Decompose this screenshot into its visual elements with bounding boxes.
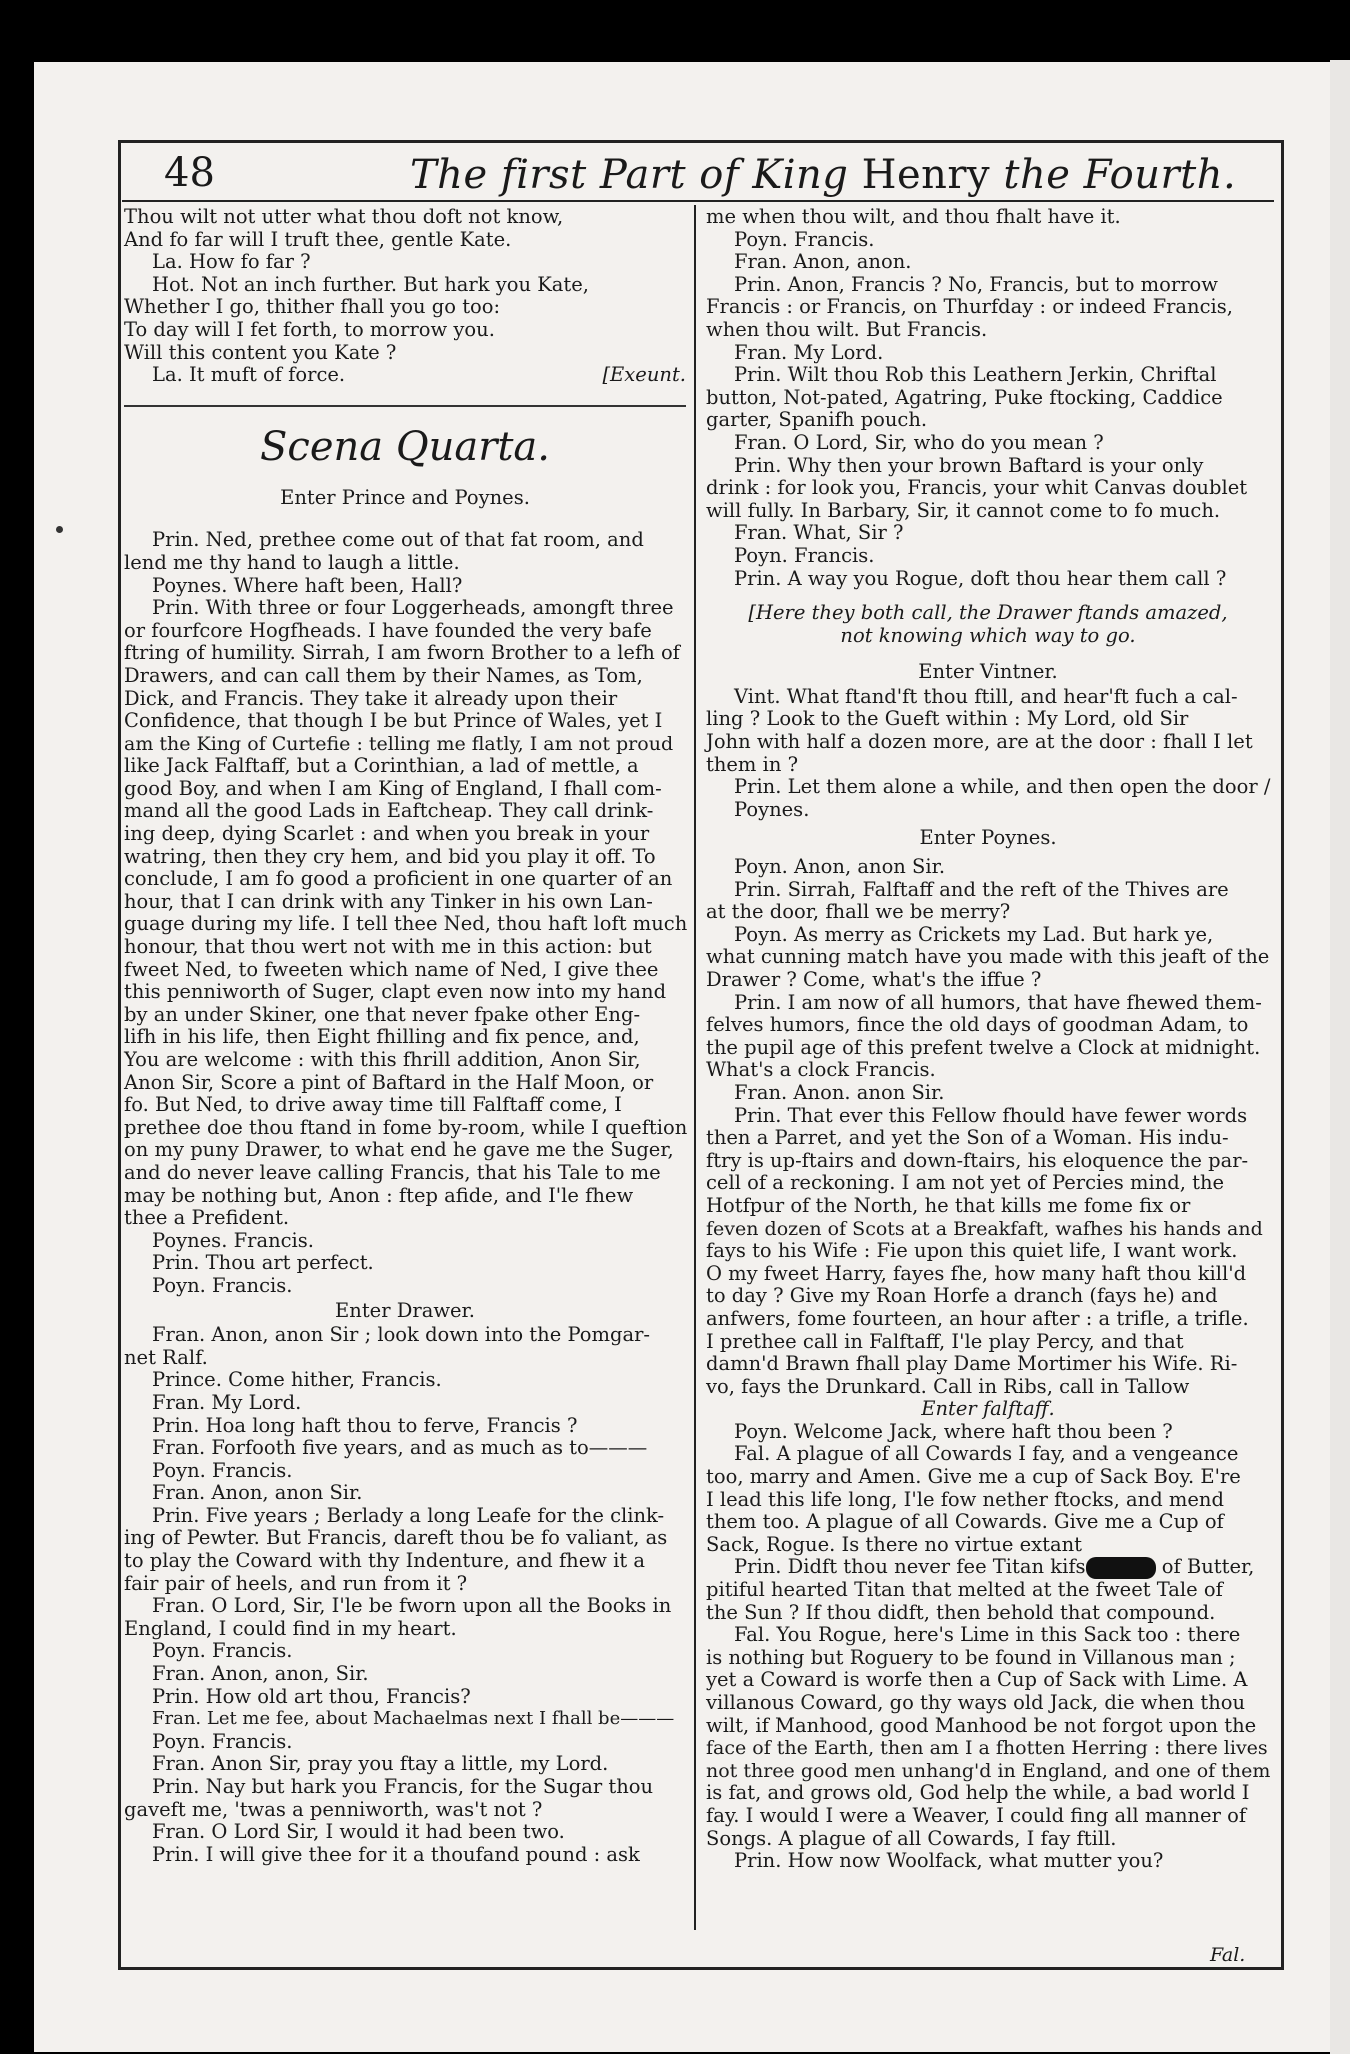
text-line: to play the Coward with thy Indenture, and fhew it a	[124, 1549, 646, 1573]
text-line: net Ralf.	[124, 1345, 208, 1369]
right-lines-b	[706, 686, 1270, 822]
text-line: fo. But Ned, to drive away time till Falftaff come, I	[124, 1093, 622, 1117]
text-line: Prin. Sirrah, Falftaff and the reft of the Thives are	[734, 877, 1229, 901]
text-line: too, marry and Amen. Give me a cup of Sack Boy. E're	[706, 1465, 1241, 1489]
text-line: Prin. Thou art perfect.	[152, 1251, 374, 1275]
text-line: Poyn. As merry as Crickets my Lad. But hark ye,	[734, 922, 1214, 946]
text-line: and do never leave calling Francis, that his Tale to me	[124, 1160, 661, 1184]
margin-mark	[56, 526, 63, 533]
text-line: Prin. How now Woolfack, what mutter you?	[734, 1849, 1164, 1873]
stage-direction-enter-poynes: Enter Poynes.	[919, 826, 1057, 850]
text-line: Fran. Anon Sir, pray you ftay a little, my Lord.	[152, 1752, 609, 1776]
text-line: Vint. What ftand'ft thou ftill, and hear'ft fuch a cal-	[734, 684, 1238, 708]
text-line: Whether I go, thither fhall you go too:	[124, 295, 501, 319]
text-line: fays to his Wife : Fie upon this quiet life, I want work.	[706, 1239, 1238, 1263]
text-line: then a Parret, and yet the Son of a Woman. His indu-	[706, 1126, 1229, 1150]
text-line: not three good men unhang'd in England, and one of them	[706, 1759, 1271, 1782]
text-line: Fran. O Lord, Sir, who do you mean ?	[734, 430, 1104, 454]
text-line: Drawers, and can call them by their Names, as Tom,	[124, 663, 643, 687]
text-line: Hot. Not an inch further. But hark you Kate,	[152, 272, 590, 296]
text-line: villanous Coward, go thy ways old Jack, die when thou	[706, 1691, 1246, 1714]
text-line: Dick, and Francis. They take it already upon their	[124, 686, 618, 710]
text-line: by an under Skiner, one that never fpake other Eng-	[124, 1002, 641, 1026]
text-line: Fal. You Rogue, here's Lime in this Sack too : there	[734, 1623, 1241, 1647]
ink-blot	[1086, 1557, 1156, 1579]
text-line: Poyn. Anon, anon Sir.	[734, 855, 946, 879]
text-line: Poyn. Francis.	[152, 1639, 293, 1663]
running-title-part: the Fourth.	[990, 152, 1237, 198]
text-line: Poynes.	[734, 797, 810, 821]
text-line: is fat, and grows old, God help the while, a bad world I	[706, 1781, 1250, 1805]
text-line: feven dozen of Scots at a Breakfaft, wafhes his hands and	[706, 1217, 1263, 1240]
text-line: Prin. Hoa long haft thou to ferve, Francis ?	[152, 1413, 578, 1437]
column-rule	[694, 205, 696, 1930]
running-title-part: The first Part of King	[410, 152, 862, 198]
text-line: Fran. What, Sir ?	[734, 521, 904, 545]
header-rule	[122, 200, 1274, 202]
text-line: damn'd Brawn fhall play Dame Mortimer his Wife. Ri-	[706, 1352, 1238, 1376]
text-line: Anon Sir, Score a pint of Baftard in the Half Moon, or	[124, 1070, 654, 1094]
text-line: them too. A plague of all Cowards. Give me a Cup of	[706, 1510, 1224, 1534]
text-line: the Sun ? If thou didft, then behold that compound.	[706, 1600, 1216, 1624]
text-line: Prince. Come hither, Francis.	[152, 1368, 442, 1392]
text-line: Confidence, that though I be but Prince of Wales, yet I	[124, 709, 663, 733]
text-line: me when thou wilt, and thou fhalt have it.	[706, 205, 1121, 228]
text-fragment: Prin. Didft thou never fee Titan kifs	[734, 1555, 1086, 1579]
text-line: John with half a dozen more, are at the door : fhall I let	[706, 730, 1253, 754]
text-line: drink : for look you, Francis, your whit Canvas doublet	[706, 476, 1248, 500]
text-line: Fran. O Lord Sir, I would it had been two.	[152, 1820, 565, 1844]
text-line: O my fweet Harry, fayes fhe, how many haft thou kill'd	[706, 1261, 1247, 1285]
text-line: Fran. Forfooth five years, and as much as to———	[152, 1436, 648, 1460]
right-lines-e	[706, 1579, 1270, 1873]
text-line: Poyn. Francis.	[734, 227, 875, 251]
spacer	[706, 647, 1270, 659]
text-line: lifh in his life, then Eight fhilling and fix pence, and,	[124, 1025, 640, 1049]
text-line: Poyn. Francis.	[152, 1729, 293, 1753]
text-line: garter, Spanifh pouch.	[706, 408, 928, 432]
text-line: ftry is up-ftairs and down-ftairs, his eloquence the par-	[706, 1148, 1249, 1172]
text-line: fay. I would I were a Weaver, I could fing all manner of	[706, 1803, 1247, 1827]
text-line: button, Not-pated, Agatring, Puke ftocking, Caddice	[706, 385, 1223, 409]
text-line: pitiful hearted Titan that melted at the fweet Tale of	[706, 1578, 1223, 1602]
page-number: 48	[164, 150, 215, 196]
text-line: Prin. Let them alone a while, and then open the door /	[734, 775, 1271, 799]
text-line: will fully. In Barbary, Sir, it cannot come to fo much.	[706, 498, 1221, 522]
running-title	[410, 152, 1236, 198]
text-line: vo, fays the Drunkard. Call in Ribs, call in Tallow	[706, 1374, 1190, 1398]
text-line: Poyn. Francis.	[152, 1273, 293, 1297]
text-line: Prin. Why then your brown Baftard is your only	[734, 453, 1204, 477]
text-line: Poyn. Welcome Jack, where haft thou been ?	[734, 1419, 1173, 1443]
text-line: them in ?	[706, 752, 799, 776]
text-line: Prin. A way you Rogue, doft thou hear them call ?	[734, 566, 1227, 590]
text-line: when thou wilt. But Francis.	[706, 317, 988, 341]
text-line: guage during my life. I tell thee Ned, thou haft loft much	[124, 912, 688, 936]
text-line: Prin. Five years ; Berlady a long Leafe for the clink-	[152, 1503, 665, 1527]
right-lines-c	[706, 856, 1270, 1398]
text-line: to day ? Give my Roan Horfe a dranch (fays he) and	[706, 1284, 1218, 1308]
text-line: may be nothing but, Anon : ftep afide, and I'le fhew	[124, 1183, 634, 1207]
text-line: Prin. That ever this Fellow fhould have fewer words	[734, 1103, 1248, 1127]
text-line: anfwers, fome fourteen, an hour after : a trifle, a trifle.	[706, 1306, 1249, 1330]
scene-title: Scena Quarta.	[260, 423, 550, 470]
text-line: Fran. O Lord, Sir, I'le be fworn upon all the Books in	[152, 1594, 672, 1618]
text-line: ing deep, dying Scarlet : and when you break in your	[124, 822, 650, 846]
text-fragment: of Butter,	[1155, 1555, 1255, 1579]
text-line: I lead this life long, I'le fow nether ftocks, and mend	[706, 1487, 1224, 1511]
running-header	[140, 150, 1260, 202]
text-line: conclude, I am fo good a proficient in one quarter of an	[124, 867, 673, 891]
right-column	[706, 206, 1270, 1873]
text-line: gaveft me, 'twas a penniworth, was't not ?	[124, 1797, 543, 1821]
text-line: Fal. A plague of all Cowards I fay, and a vengeance	[734, 1442, 1239, 1466]
text-line: To day will I fet forth, to morrow you.	[124, 317, 495, 341]
text-line: Prin. How old art thou, Francis?	[152, 1684, 471, 1708]
text-line: Sack, Rogue. Is there no virtue extant	[706, 1532, 1083, 1556]
text-line: Fran. Anon, anon.	[734, 250, 912, 274]
text-line: face of the Earth, then am I a fhotten Herring : there lives	[706, 1737, 1268, 1760]
text-line: Fran. Anon. anon Sir.	[734, 1080, 945, 1104]
text-line: thee a Prefident.	[124, 1206, 290, 1230]
left-drawer-scene	[124, 1324, 686, 1866]
text-line	[706, 1556, 1270, 1579]
text-line: Prin. Nay but hark you Francis, for the Sugar thou	[152, 1775, 654, 1798]
text-line: Poyn. Francis.	[152, 1458, 293, 1482]
stage-direction-enter-falstaff: Enter falftaff.	[921, 1397, 1055, 1421]
text-line: Prin. Ned, prethee come out of that fat room, and	[152, 528, 644, 552]
scene-separator	[124, 405, 686, 407]
text-line: Prin. I am now of all humors, that have fhewed them-	[734, 990, 1262, 1014]
text-line: Poynes. Where haft been, Hall?	[152, 573, 463, 597]
text-line: England, I could find in my heart.	[124, 1616, 457, 1640]
text-line: Fran. Anon, anon Sir ; look down into the Pomgar-	[152, 1323, 651, 1347]
text-line: La. It muft of force.	[152, 363, 346, 387]
text-line: Fran. My Lord.	[734, 340, 884, 364]
text-line: ling ? Look to the Gueft within : My Lord, old Sir	[706, 707, 1189, 731]
text-line: ftring of humility. Sirrah, I am fworn Brother to a lefh of	[124, 641, 680, 665]
text-line: prethee doe thou ftand in fome by-room, while I queftion	[124, 1115, 688, 1139]
text-line: am the King of Curtefie : telling me flatly, I am not proud	[124, 732, 674, 755]
text-line: Poyn. Francis.	[734, 543, 875, 567]
text-line: And fo far will I truft thee, gentle Kate.	[124, 227, 512, 251]
stage-direction-enter-drawer: Enter Drawer.	[335, 1298, 475, 1322]
text-line: Prin. Wilt thou Rob this Leathern Jerkin, Chriftal	[734, 363, 1217, 387]
exeunt: [Exeunt.	[602, 363, 686, 387]
text-line: lend me thy hand to laugh a little.	[124, 550, 460, 574]
text-line: wilt, if Manhood, good Manhood be not forgot upon the	[706, 1713, 1257, 1737]
text-line: Prin. Anon, Francis ? No, Francis, but to morrow	[734, 272, 1218, 296]
right-lines-d	[706, 1421, 1270, 1557]
text-line: I prethee call in Falftaff, I'le play Percy, and that	[706, 1329, 1184, 1353]
text-line: at the door, fhall we be merry?	[706, 900, 1011, 924]
text-line: Drawer ? Come, what's the iffue ?	[706, 968, 1042, 991]
right-lines-a	[706, 206, 1270, 590]
text-line: Fran. Anon, anon, Sir.	[152, 1662, 369, 1686]
next-page-edge	[1330, 60, 1350, 2054]
text-line: Francis : or Francis, on Thurfday : or indeed Francis,	[706, 295, 1233, 319]
text-line: hour, that I can drink with any Tinker in his own Lan-	[124, 889, 653, 913]
text-line: mand all the good Lads in Eaftcheap. They call drink-	[124, 799, 654, 823]
left-after	[124, 1230, 686, 1298]
text-line: Fran. My Lord.	[152, 1390, 302, 1414]
text-line: Will this content you Kate ?	[124, 340, 397, 364]
text-line: Hotfpur of the North, he that kills me fome fix or	[706, 1193, 1191, 1217]
text-line: the pupil age of this prefent twelve a Clock at midnight.	[706, 1035, 1261, 1059]
text-line: Songs. A plague of all Cowards, I fay ftill.	[706, 1826, 1117, 1850]
text-line: good Boy, and when I am King of England, I fhall com-	[124, 776, 662, 800]
text-line: Prin. I will give thee for it a thoufand pound : ask	[152, 1842, 640, 1866]
text-line: this penniworth of Suger, clapt even now into my hand	[124, 980, 667, 1004]
text-line: You are welcome : with this fhrill addition, Anon Sir,	[124, 1048, 641, 1071]
text-line: Fran. Let me fee, about Machaelmas next I fhall be———	[152, 1708, 675, 1730]
running-title-part: Henry	[861, 152, 991, 198]
text-line: watring, then they cry hem, and bid you play it off. To	[124, 844, 656, 868]
text-line: is nothing but Roguery to be found in Villanous man ;	[706, 1645, 1236, 1669]
text-line: Fran. Anon, anon Sir.	[152, 1481, 363, 1505]
text-line: fair pair of heels, and run from it ?	[124, 1571, 468, 1595]
text-line: fweet Ned, to fweeten which name of Ned, I give thee	[124, 957, 659, 981]
text-line: What's a clock Francis.	[706, 1058, 936, 1082]
left-top-lines	[124, 206, 686, 387]
stage-direction-enter-vintner: Enter Vintner.	[918, 660, 1058, 684]
text-line: ing of Pewter. But Francis, dareft thou be fo valiant, as	[124, 1526, 668, 1550]
text-line: like Jack Falftaff, but a Corinthian, a lad of mettle, a	[124, 754, 639, 778]
text-line: felves humors, fince the old days of goodman Adam, to	[706, 1013, 1249, 1037]
left-body	[124, 529, 686, 1229]
text-line: yet a Coward is worfe then a Cup of Sack with Lime. A	[706, 1668, 1248, 1692]
text-line: on my puny Drawer, to what end he gave me the Suger,	[124, 1138, 674, 1162]
text-line: Prin. With three or four Loggerheads, amongft three	[152, 596, 674, 620]
text-line: or fourfcore Hogfheads. I have founded the very bafe	[124, 618, 652, 642]
text-line: Poynes. Francis.	[152, 1228, 314, 1252]
catchword: Fal.	[1210, 1944, 1246, 1966]
text-line: what cunning match have you made with this jeaft of the	[706, 945, 1270, 969]
stage-direction: not knowing which way to go.	[840, 623, 1136, 647]
stage-direction-enter: Enter Prince and Poynes.	[280, 485, 530, 509]
text-line: La. How fo far ?	[152, 250, 311, 274]
text-line: cell of a reckoning. I am not yet of Percies mind, the	[706, 1171, 1225, 1195]
stage-direction: [Here they both call, the Drawer ftands amazed,	[748, 601, 1228, 625]
text-line: honour, that thou wert not with me in this action: but	[124, 935, 652, 959]
left-column	[124, 206, 686, 1866]
text-line: Thou wilt not utter what thou doft not know,	[124, 205, 564, 228]
